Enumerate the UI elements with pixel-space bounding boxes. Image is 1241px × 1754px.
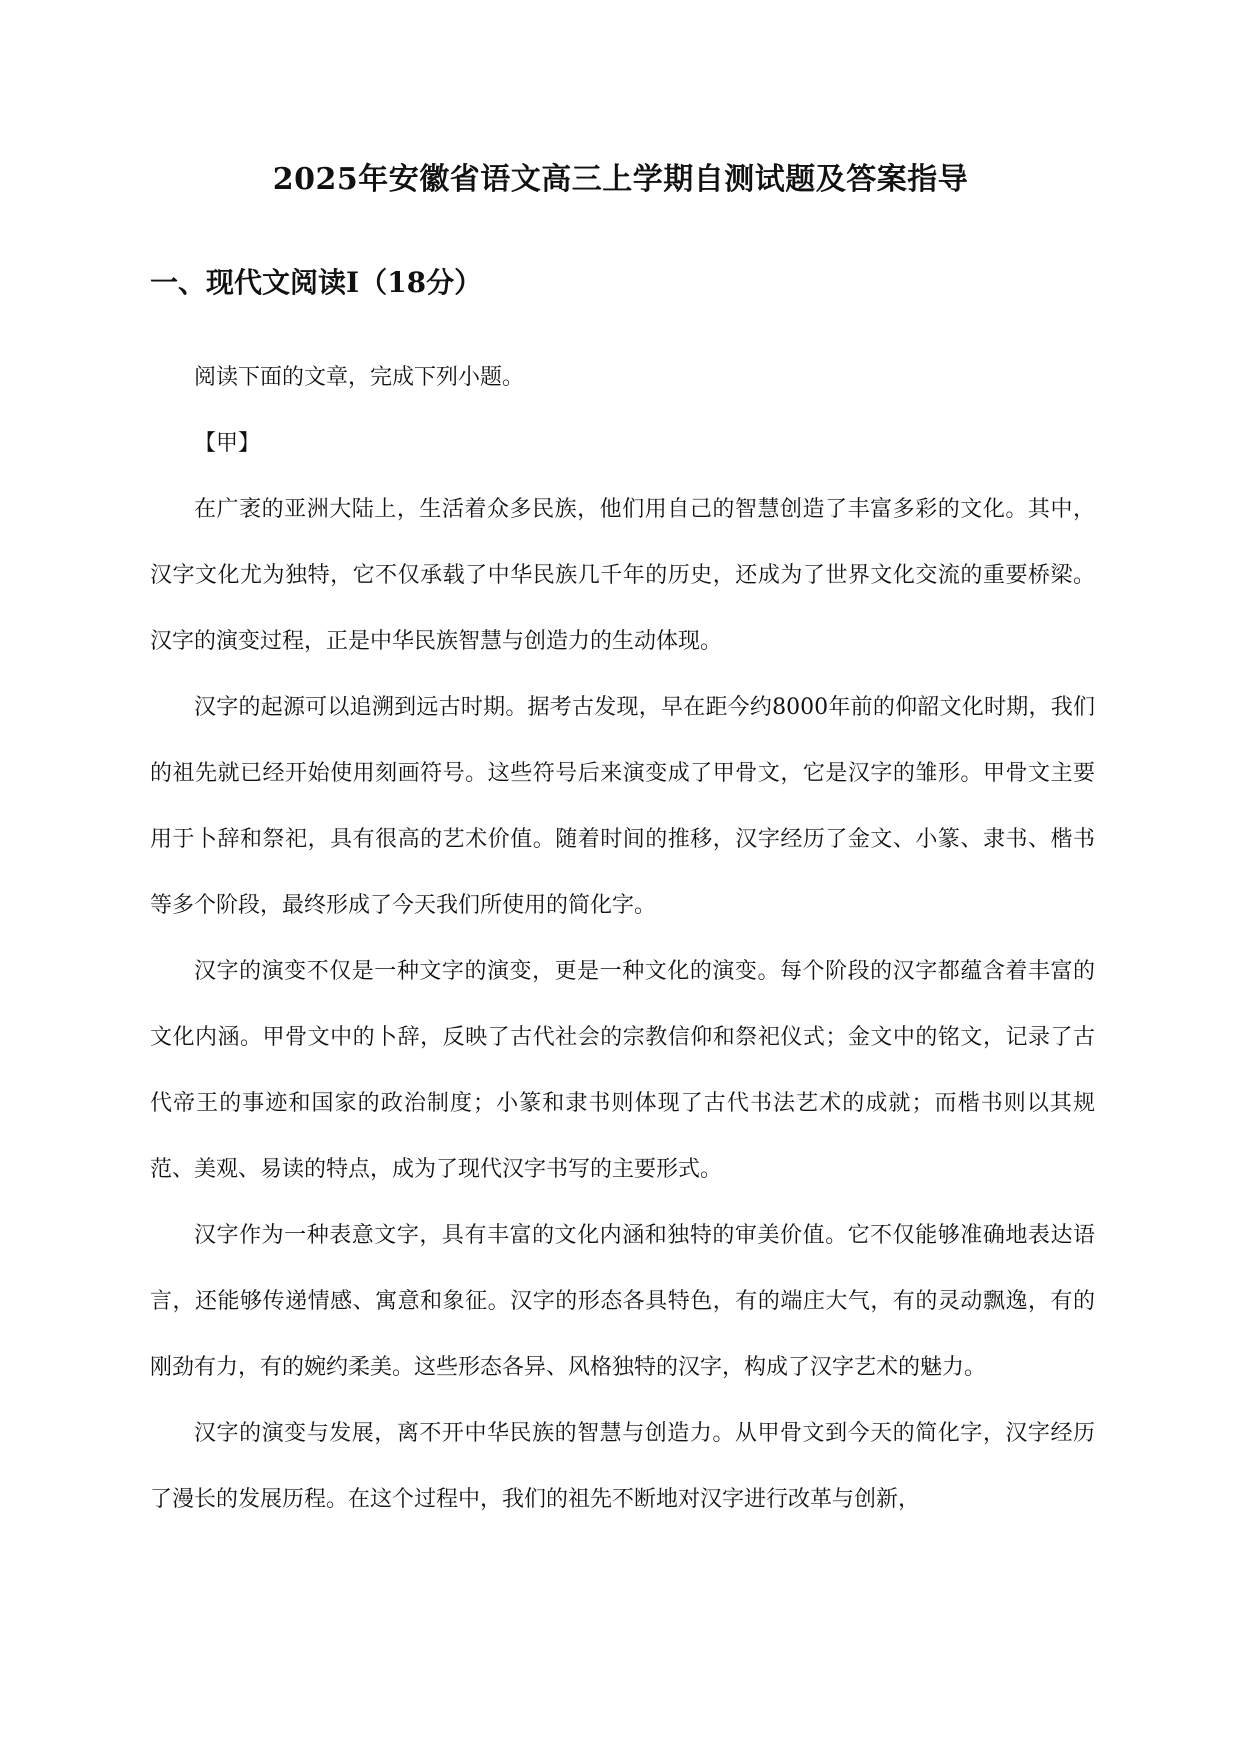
paragraph-1: 在广袤的亚洲大陆上，生活着众多民族，他们用自己的智慧创造了丰富多彩的文化。其中，汉字文化尤为独特，它不仅承载了中华民族几千年的历史，还成为了世界文化交流的重要桥梁。汉字的演变过程，正是中华民族智慧与创造力的生动体现。 — [150, 497, 1095, 654]
part-label: 【甲】 — [194, 431, 261, 456]
reading-passage — [150, 345, 1095, 1533]
paragraph-3: 汉字的演变不仅是一种文字的演变，更是一种文化的演变。每个阶段的汉字都蕴含着丰富的文化内涵。甲骨文中的卜辞，反映了古代社会的宗教信仰和祭祀仪式；金文中的铭文，记录了古代帝王的事迹和国家的政治制度；小篆和隶书则体现了古代书法艺术的成就；而楷书则以其规范、美观、易读的特点，成为了现代汉字书写的主要形式。 — [150, 959, 1095, 1182]
instruction-text: 阅读下面的文章，完成下列小题。 — [194, 365, 525, 390]
paragraph-2: 汉字的起源可以追溯到远古时期。据考古发现，早在距今约8000年前的仰韶文化时期，我们的祖先就已经开始使用刻画符号。这些符号后来演变成了甲骨文，它是汉字的雏形。甲骨文主要用于卜辞和祭祀，具有很高的艺术价值。随着时间的推移，汉字经历了金文、小篆、隶书、楷书等多个阶段，最终形成了今天我们所使用的简化字。 — [150, 695, 1095, 918]
paragraph-4: 汉字作为一种表意文字，具有丰富的文化内涵和独特的审美价值。它不仅能够准确地表达语言，还能够传递情感、寓意和象征。汉字的形态各具特色，有的端庄大气，有的灵动飘逸，有的刚劲有力，有的婉约柔美。这些形态各异、风格独特的汉字，构成了汉字艺术的魅力。 — [150, 1223, 1095, 1380]
paragraph-5: 汉字的演变与发展，离不开中华民族的智慧与创造力。从甲骨文到今天的简化字，汉字经历了漫长的发展历程。在这个过程中，我们的祖先不断地对汉字进行改革与创新， — [150, 1421, 1095, 1512]
section-heading: 一、现代文阅读Ⅰ（18分） — [150, 266, 483, 299]
document-title: 2025年安徽省语文高三上学期自测试题及答案指导 — [272, 162, 969, 197]
